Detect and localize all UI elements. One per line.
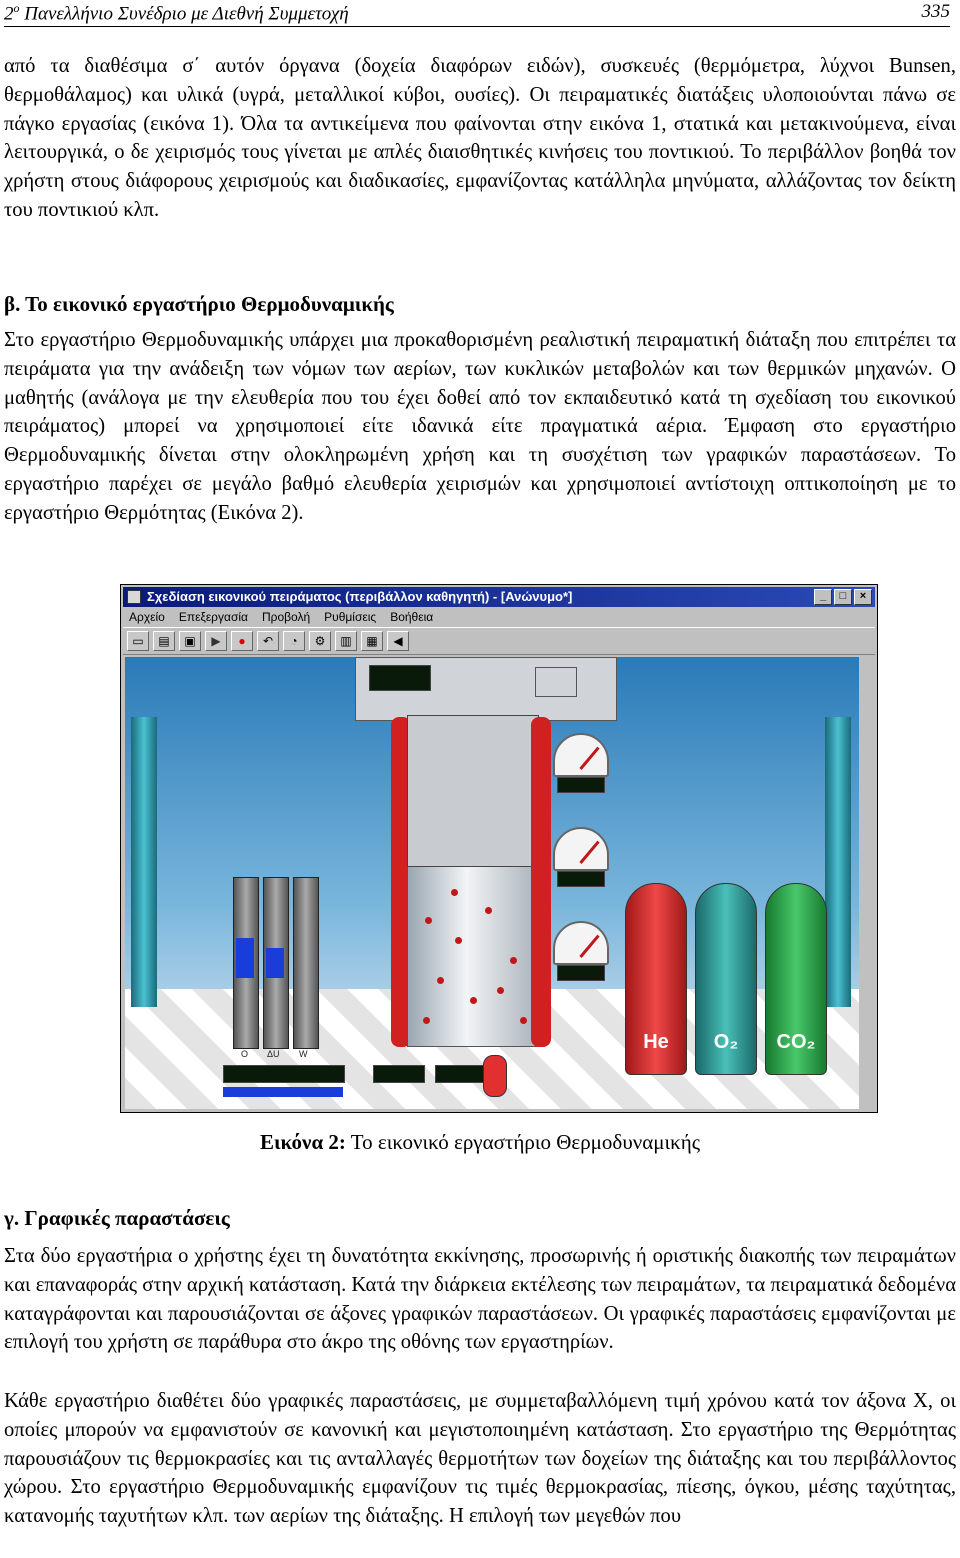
- gas-particle: [455, 937, 462, 944]
- gas-particle: [425, 917, 432, 924]
- undo-icon[interactable]: ↶: [257, 631, 279, 651]
- gas-particle: [497, 987, 504, 994]
- bottom-right-lcd: [435, 1065, 487, 1083]
- piston[interactable]: [407, 715, 539, 867]
- tank-o2[interactable]: [695, 883, 757, 1075]
- magnet-handle[interactable]: [483, 1055, 507, 1097]
- minimize-button[interactable]: _: [814, 589, 832, 605]
- window-titlebar: [123, 587, 875, 607]
- bottom-left-lcd: [223, 1065, 345, 1083]
- top-switch[interactable]: [535, 667, 577, 697]
- gas-particle: [485, 907, 492, 914]
- paragraph-2: Στο εργαστήριο Θερμοδυναμικής υπάρχει μια προκαθορισμένη ρεαλιστική πειραματική διάταξη που επιτρέπει τα πειράματα για την ανάδειξη των νόμων των αερίων, των κυκλικών μεταβολών και των θερμικών μηχανών. Ο μαθητής (ανάλογα με την ελευθερία που του έχει δοθεί από τον εκπαιδευτικό κατά τη σχεδίαση του εικονικού πειράματος) μπορεί να χρησιμοποιεί είτε ιδανικά είτε πραγματικά αέρια. Έμφαση στο εργαστήριο Θερμοδυναμικής δίνεται στην ολοκληρωμένη χρήση και τη συσχέτιση των γραφικών παραστάσεων. Το εργαστήριο παρέχει σε μεγάλο βαθμό ελευθερία χειρισμών και χρησιμοποιεί αντίστοιχη οπτικοποίηση με το εργαστήριο Θερμότητας (Εικόνα 2).: [4, 329, 956, 524]
- menu-item-view[interactable]: Προβολή: [261, 610, 311, 624]
- jar-label-w: W: [299, 1049, 308, 1059]
- play-icon[interactable]: ▶: [205, 631, 227, 651]
- tank-co2-label: CO₂: [776, 1031, 816, 1053]
- new-icon[interactable]: ▭: [127, 631, 149, 651]
- paragraph-1: από τα διαθέσιμα σ΄ αυτόν όργανα (δοχεία διαφόρων ειδών), συσκευές (θερμόμετρα, λύχνοι Bunsen, θερμοθάλαμος) και υλικά (υγρά, μεταλλικοί κύβοι, ουσίες). Οι πειραματικές διατάξεις υλοποιούνται πάνω σε πάγκο εργασίας (εικόνα 1). Όλα τα αντικείμενα που φαίνονται στην εικόνα 1, στατικά και μετακινούμενα, είναι λειτουργικά, ο δε χειρισμός τους γίνεται με απλές διαισθητικές κινήσεις του ποντικιού. Το περιβάλλον βοηθά τον χρήστη στους διάφορους χειρισμούς και διαδικασίες, εμφανίζοντας κατάλληλα μηνύματα, αλλάζοντας τον δείκτη του ποντικιού κλπ.: [4, 55, 956, 221]
- tank-co2[interactable]: [765, 883, 827, 1075]
- caption-label: Εικόνα 2:: [259, 1130, 346, 1154]
- energy-bar-du: [263, 877, 289, 1049]
- figure-caption: [0, 1130, 960, 1155]
- section-heading-b: β. Το εικονικό εργαστήριο Θερμοδυναμικής: [4, 292, 394, 316]
- volume-gauge: [553, 827, 609, 871]
- temperature-gauge: [553, 921, 609, 965]
- stop-icon[interactable]: ●: [231, 631, 253, 651]
- paragraph-4: Κάθε εργαστήριο διαθέτει δύο γραφικές παραστάσεις, με συμμεταβαλλόμενη τιμή χρόνου κατά τον άξονα Χ, οι οποίες μπορούν να εμφανιστούν σε κανονική και μεγιστοποιημένη κατάσταση. Στο εργαστήριο της Θερμότητας παρουσιάζουν τις θερμοκρασίες και τις ανταλλαγές θερμοτήτων των δοχείων της διάταξης και του περιβάλλοντος χώρου. Στο εργαστήριο Θερμοδυναμικής εμφανίζουν τις τιμές θερμοκρασίας, πίεσης, όγκου, μέσης ταχύτητας, κατανομής ταχυτήτων κλπ. των αερίων της διάταξης. Η επιλογή των μεγεθών που: [4, 1390, 956, 1528]
- app-icon: [127, 590, 141, 604]
- menu-item-settings[interactable]: Ρυθμίσεις: [324, 610, 377, 624]
- paragraph-3: Στα δύο εργαστήρια ο χρήστης έχει τη δυνατότητα εκκίνησης, προσωρινής ή οριστικής διακοπής των πειραμάτων και επαναφοράς στην αρχική κατάσταση. Κατά την διάρκεια εκτέλεσης των πειραμάτων, τα πειραματικά δεδομένα καταγράφονται και παρουσιάζονται σε άξονες γραφικών παραστάσεων. Οι γραφικές παραστάσεις εμφανίζονται με επιλογή του χρήστη σε παράθυρα στο άκρο της οθόνης των εργαστηρίων.: [4, 1245, 956, 1354]
- volume-lcd: [557, 871, 605, 887]
- pressure-gauge: [553, 733, 609, 777]
- close-button[interactable]: ×: [854, 589, 872, 605]
- gas-particle: [470, 997, 477, 1004]
- toolbar: [123, 627, 875, 655]
- jar-label-q: O: [241, 1049, 249, 1059]
- left-pole: [131, 717, 157, 1007]
- grid-icon[interactable]: ▦: [361, 631, 383, 651]
- open-icon[interactable]: ▤: [153, 631, 175, 651]
- figure-2-screenshot: [120, 584, 878, 1113]
- menu-bar: [123, 608, 875, 626]
- top-lcd-display: [369, 665, 431, 691]
- page-number: 335: [921, 1, 950, 22]
- section-heading-c: γ. Γραφικές παραστάσεις: [4, 1206, 230, 1230]
- right-pole: [825, 717, 851, 1007]
- progress-bar: [223, 1087, 343, 1097]
- jar-label-du: ΔU: [267, 1049, 280, 1059]
- gas-particle: [437, 977, 444, 984]
- energy-bar-w: [293, 877, 319, 1049]
- gas-particle: [510, 957, 517, 964]
- gas-particle: [520, 1017, 527, 1024]
- tank-he-label: He: [643, 1031, 669, 1053]
- maximize-button[interactable]: □: [834, 589, 852, 605]
- right-red-pipe: [531, 717, 551, 1047]
- timer-icon[interactable]: ◔: [283, 631, 305, 651]
- caption-text: Το εικονικό εργαστήριο Θερμοδυναμικής: [345, 1130, 701, 1154]
- window-title: Σχεδίαση εικονικού πειράματος (περιβάλλον καθηγητή) - [Ανώνυμο*]: [147, 589, 573, 604]
- pressure-lcd: [557, 777, 605, 793]
- tank-he[interactable]: [625, 883, 687, 1075]
- sound-icon[interactable]: ◀: [387, 631, 409, 651]
- tank-o2-label: O₂: [713, 1031, 739, 1053]
- chart-icon[interactable]: ▥: [335, 631, 357, 651]
- lab-scene: [125, 657, 859, 1109]
- gas-particle: [451, 889, 458, 896]
- temperature-lcd: [557, 965, 605, 981]
- bottom-mid-lcd: [373, 1065, 425, 1083]
- conference-title: $2^o$ Πανελλήνιο Συνέδριο με Διεθνή Συμμετοχή: [4, 1, 349, 25]
- gas-particle: [423, 1017, 430, 1024]
- menu-item-edit[interactable]: Επεξεργασία: [178, 610, 248, 624]
- running-header: [4, 0, 950, 27]
- settings-icon[interactable]: ⚙: [309, 631, 331, 651]
- energy-bar-q: [233, 877, 259, 1049]
- menu-item-help[interactable]: Βοήθεια: [390, 610, 434, 624]
- save-icon[interactable]: ▣: [179, 631, 201, 651]
- menu-item-file[interactable]: Αρχείο: [129, 610, 165, 624]
